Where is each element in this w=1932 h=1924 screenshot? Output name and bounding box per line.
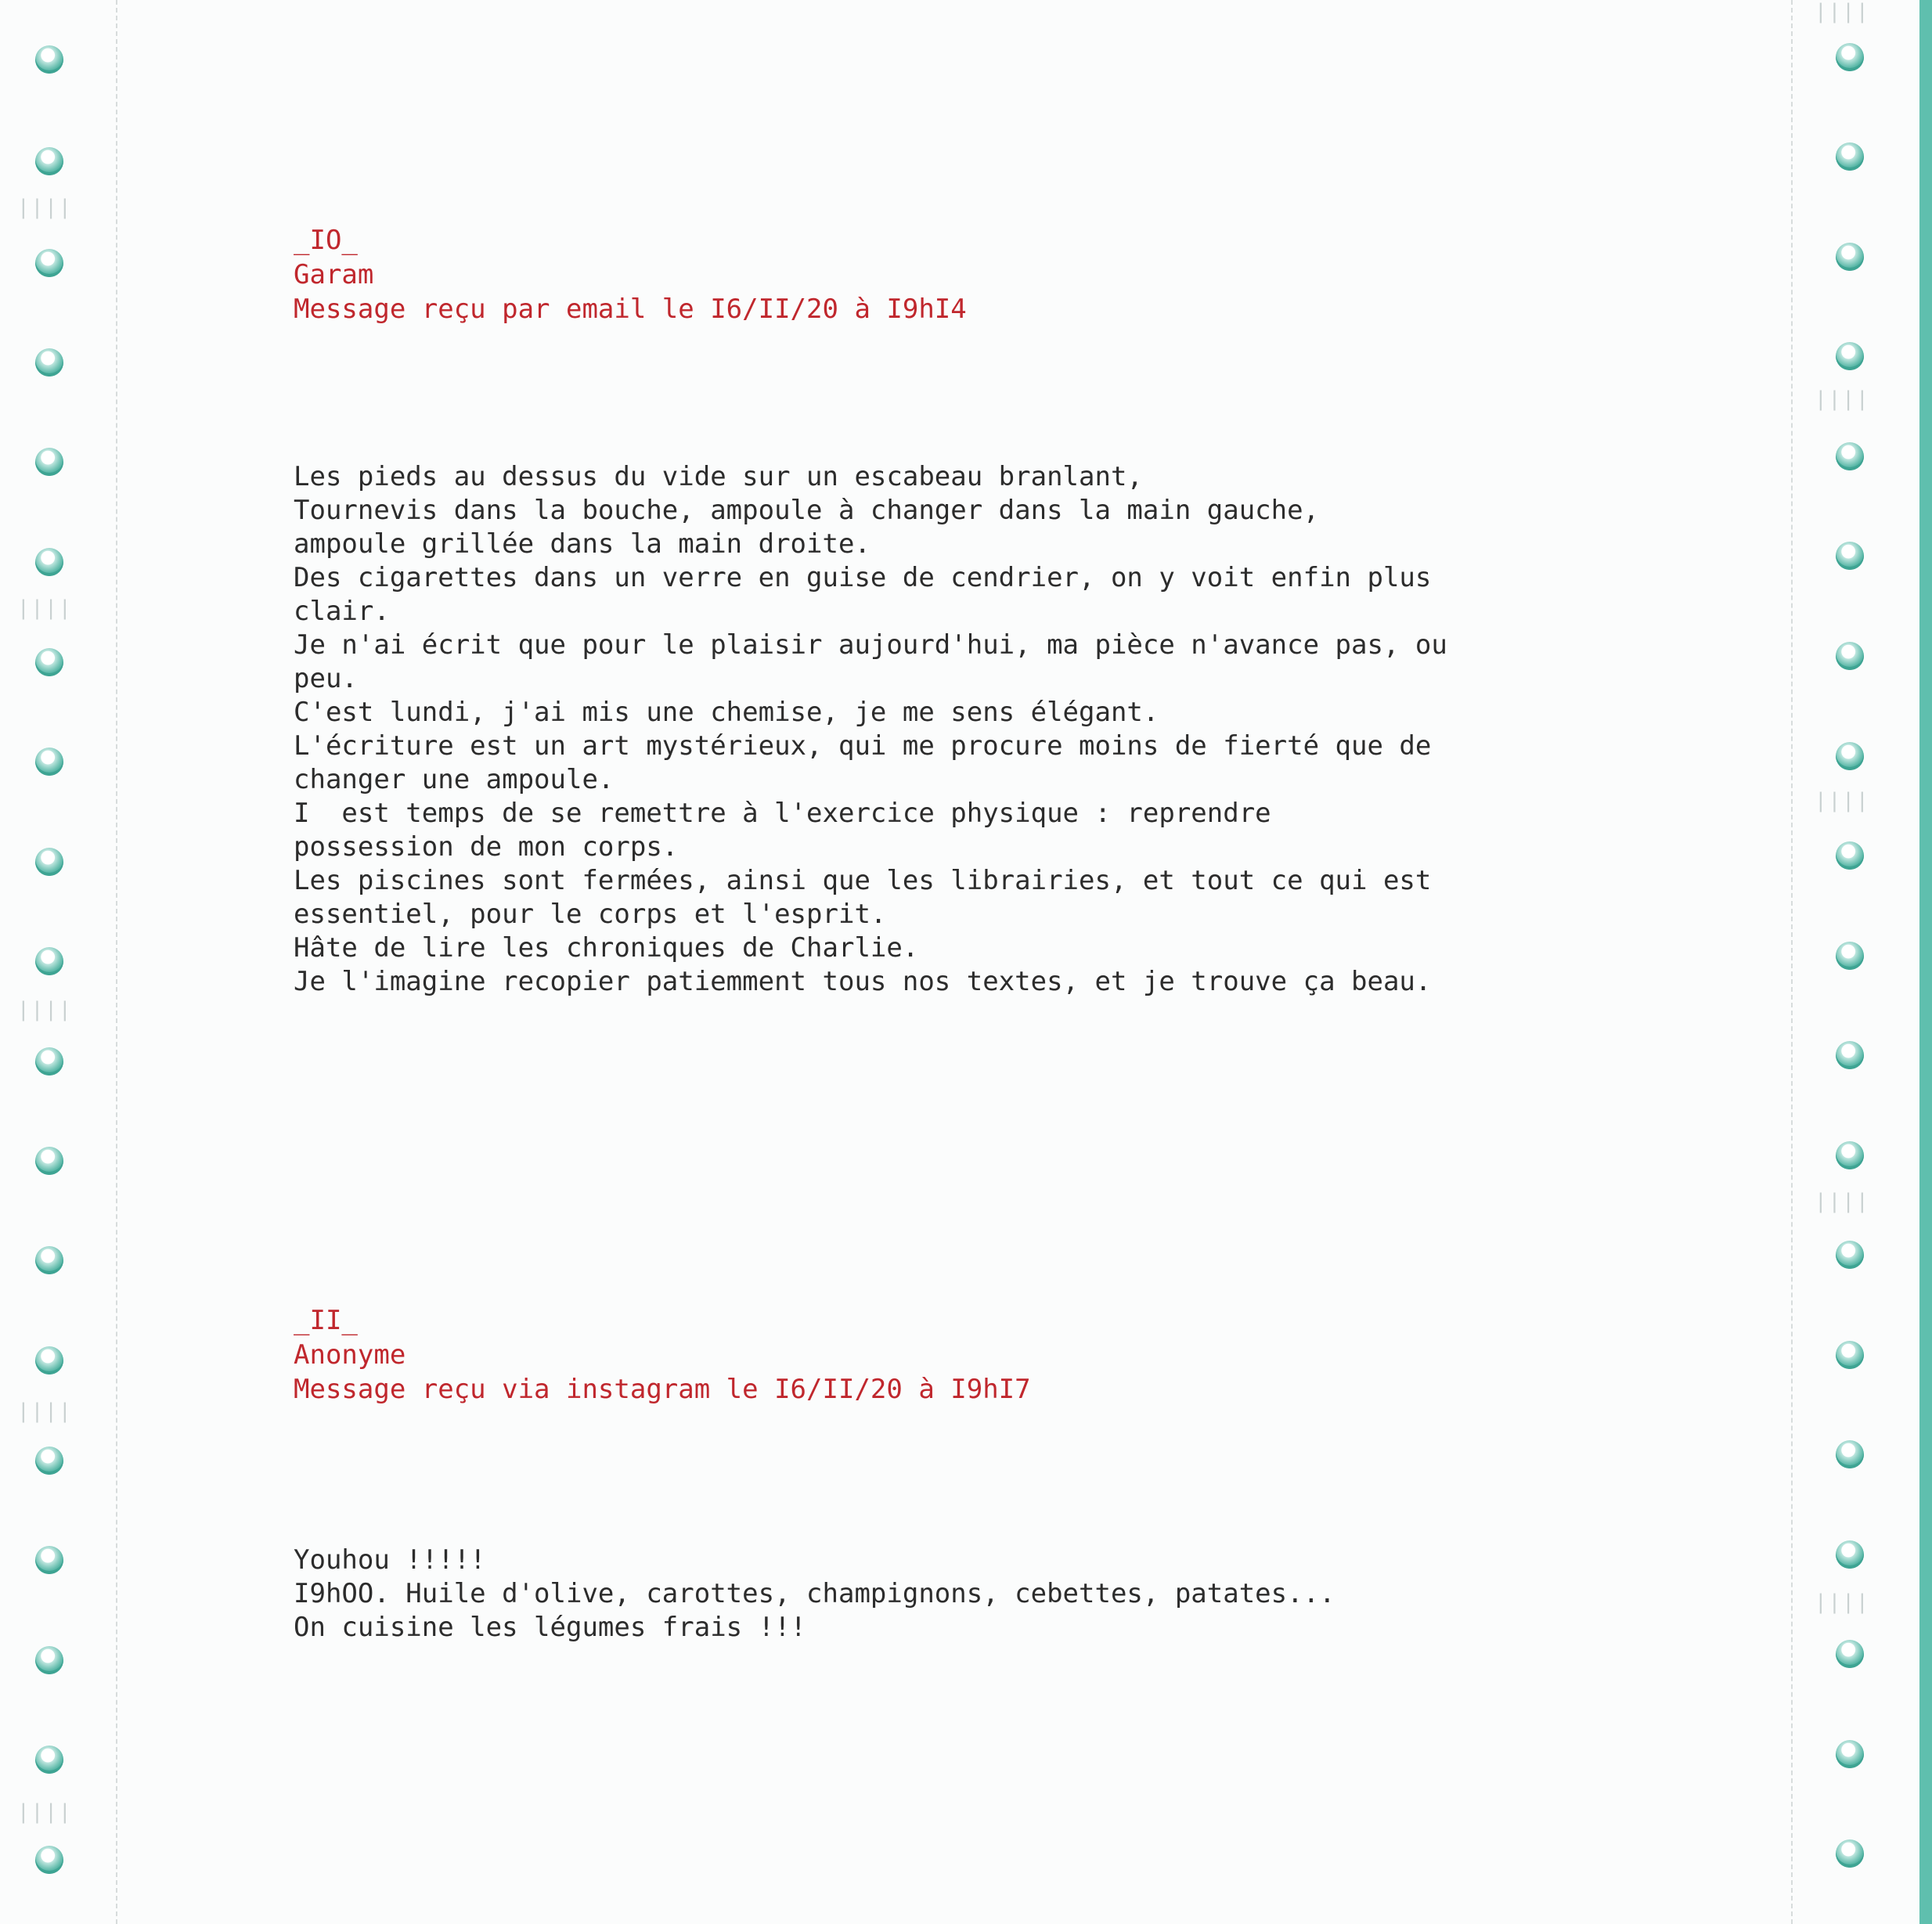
entry-author: Garam — [294, 259, 374, 290]
right-tractor-strip — [1791, 0, 1909, 1924]
feed-hole — [35, 1147, 63, 1175]
feed-hole — [35, 1546, 63, 1574]
tear-mark: |||| — [17, 1800, 73, 1824]
feed-hole — [35, 1047, 63, 1075]
message-line: ampoule grillée dans la main droite. — [294, 528, 870, 560]
entry-2-message — [294, 1544, 1335, 1645]
feed-hole — [1836, 43, 1864, 71]
feed-hole — [35, 348, 63, 377]
message-line: Je n'ai écrit que pour le plaisir aujourd'hui, ma pièce n'avance pas, ou — [294, 629, 1447, 661]
feed-hole — [35, 1846, 63, 1874]
entry-1-header — [294, 223, 967, 326]
feed-hole — [35, 548, 63, 576]
feed-hole — [1836, 642, 1864, 670]
perforation-line — [116, 0, 117, 1924]
feed-hole — [1836, 742, 1864, 770]
entry-2-header — [294, 1303, 1031, 1407]
tear-mark: |||| — [1815, 1591, 1870, 1614]
feed-hole — [35, 448, 63, 476]
message-line: possession de mon corps. — [294, 831, 679, 863]
entry-author: Anonyme — [294, 1339, 406, 1371]
entry-number: _IO_ — [294, 225, 358, 256]
message-line: I est temps de se remettre à l'exercice physique : reprendre — [294, 798, 1271, 829]
feed-hole — [1836, 1640, 1864, 1668]
feed-hole — [35, 1646, 63, 1674]
message-line: I9hOO. Huile d'olive, carottes, champignons, cebettes, patates... — [294, 1578, 1335, 1609]
feed-hole — [35, 1447, 63, 1475]
tear-mark: |||| — [17, 998, 73, 1021]
message-line: Des cigarettes dans un verre en guise de cendrier, on y voit enfin plus — [294, 562, 1432, 593]
feed-hole — [35, 1346, 63, 1375]
feed-hole — [1836, 542, 1864, 570]
feed-hole — [1836, 142, 1864, 171]
entry-number: _II_ — [294, 1305, 358, 1336]
tear-mark: |||| — [1815, 387, 1870, 411]
left-tractor-strip — [0, 0, 117, 1924]
feed-hole — [1836, 1740, 1864, 1768]
message-line: Je l'imagine recopier patiemment tous nos textes, et je trouve ça beau. — [294, 966, 1432, 997]
feed-hole — [1836, 1440, 1864, 1468]
message-line: Les pieds au dessus du vide sur un escabeau branlant, — [294, 461, 1143, 492]
feed-hole — [1836, 1839, 1864, 1868]
paper-edge — [1919, 0, 1932, 1924]
message-line: clair. — [294, 596, 390, 627]
feed-hole — [35, 947, 63, 975]
message-line: On cuisine les légumes frais !!! — [294, 1612, 807, 1643]
message-line: Hâte de lire les chroniques de Charlie. — [294, 932, 919, 964]
feed-hole — [1836, 243, 1864, 271]
feed-hole — [1836, 1241, 1864, 1269]
message-line: C'est lundi, j'ai mis une chemise, je me sens élégant. — [294, 697, 1159, 728]
feed-hole — [1836, 442, 1864, 470]
message-line: L'écriture est un art mystérieux, qui me procure moins de fierté que de — [294, 730, 1432, 762]
feed-hole — [1836, 1540, 1864, 1569]
feed-hole — [35, 45, 63, 74]
feed-hole — [35, 648, 63, 676]
feed-hole — [35, 249, 63, 277]
message-line: Youhou !!!!! — [294, 1544, 486, 1576]
feed-hole — [35, 1746, 63, 1774]
message-line: peu. — [294, 663, 358, 694]
entry-received-line: Message reçu via instagram le I6/II/20 à I9hI7 — [294, 1374, 1031, 1405]
message-line: essentiel, pour le corps et l'esprit. — [294, 899, 887, 930]
feed-hole — [1836, 342, 1864, 370]
feed-hole — [35, 848, 63, 876]
feed-hole — [1836, 1341, 1864, 1369]
feed-hole — [1836, 1041, 1864, 1069]
feed-hole — [35, 748, 63, 776]
tear-mark: |||| — [17, 596, 73, 620]
message-line: Les piscines sont fermées, ainsi que les librairies, et tout ce qui est — [294, 865, 1432, 896]
feed-hole — [35, 1246, 63, 1274]
message-line: changer une ampoule. — [294, 764, 615, 795]
feed-hole — [1836, 942, 1864, 970]
feed-hole — [35, 147, 63, 175]
feed-hole — [1836, 1141, 1864, 1169]
tear-mark: |||| — [17, 196, 73, 219]
feed-hole — [1836, 841, 1864, 870]
tear-mark: |||| — [1815, 1190, 1870, 1213]
entry-1-message — [294, 460, 1447, 999]
tear-mark: |||| — [1815, 0, 1870, 23]
entry-received-line: Message reçu par email le I6/II/20 à I9hI4 — [294, 294, 967, 325]
perforation-line — [1791, 0, 1793, 1924]
tear-mark: |||| — [1815, 789, 1870, 812]
tear-mark: |||| — [17, 1400, 73, 1423]
message-line: Tournevis dans la bouche, ampoule à changer dans la main gauche, — [294, 495, 1320, 526]
